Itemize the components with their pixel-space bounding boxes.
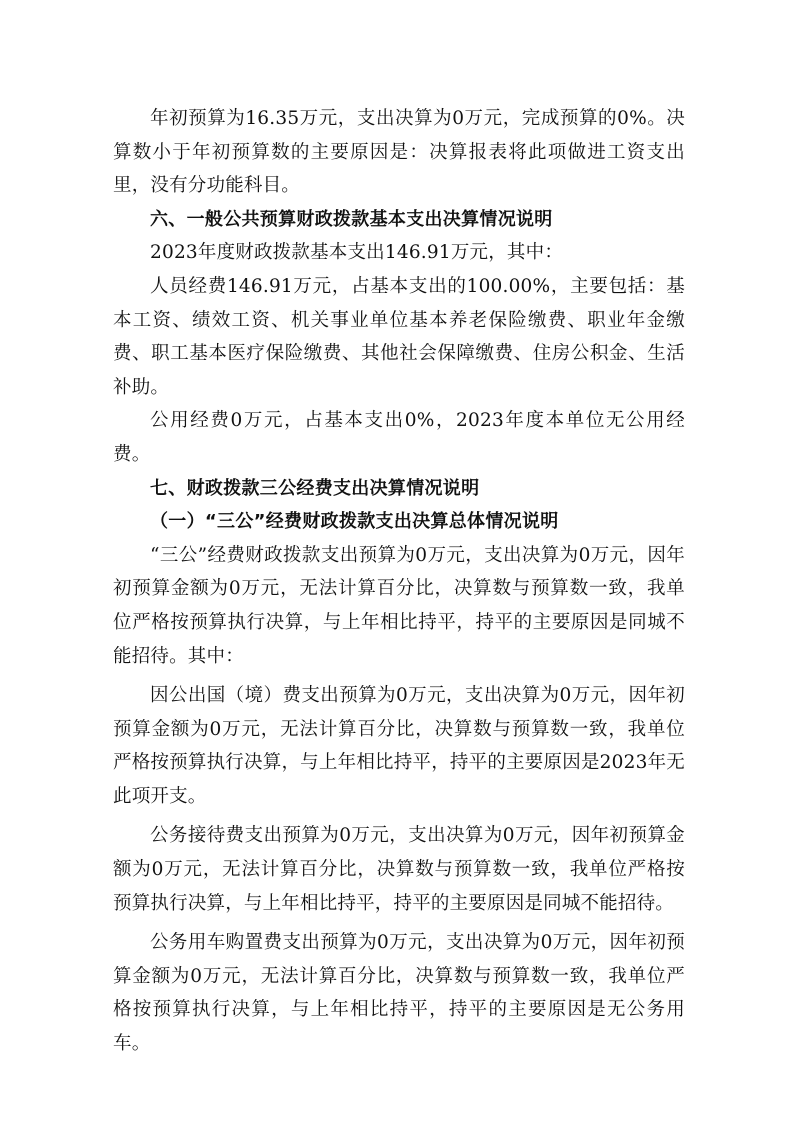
paragraph-vehicle-purchase: 公务用车购置费支出预算为0万元，支出决算为0万元，因年初预算金额为0万元，无法计算百分比，决算数与预算数一致，我单位严格按预算执行决算，与上年相比持平，持平的主要原因是无公务用车。 bbox=[113, 932, 685, 1055]
paragraph-three-public-overall: “三公”经费财政拨款支出预算为0万元，支出决算为0万元，因年初预算金额为0万元，无法计算百分比，决算数与预算数一致，我单位严格按预算执行决算，与上年相比持平，持平的主要原因是同城不能招待。其中： bbox=[113, 544, 685, 667]
paragraph-budget-note: 年初预算为16.35万元，支出决算为0万元，完成预算的0%。决算数小于年初预算数的主要原因是：决算报表将此项做进工资支出里，没有分功能科目。 bbox=[113, 108, 685, 197]
subsection-heading-1: （一）“三公”经费财政拨款支出决算总体情况说明 bbox=[150, 511, 559, 533]
paragraph-basic-expenditure: 2023年度财政拨款基本支出146.91万元，其中： bbox=[150, 242, 564, 264]
paragraph-reception: 公务接待费支出预算为0万元，支出决算为0万元，因年初预算金额为0万元，无法计算百分比，决算数与预算数一致，我单位严格按预算执行决算，与上年相比持平，持平的主要原因是同城不能招待。 bbox=[113, 825, 685, 914]
section-heading-6: 六、一般公共预算财政拨款基本支出决算情况说明 bbox=[150, 208, 553, 230]
section-heading-7: 七、财政拨款三公经费支出决算情况说明 bbox=[150, 477, 480, 499]
document-page bbox=[113, 102, 685, 1061]
paragraph-personnel-expense: 人员经费146.91万元，占基本支出的100.00%，主要包括：基本工资、绩效工资、机关事业单位基本养老保险缴费、职业年金缴费、职工基本医疗保险缴费、其他社会保障缴费、住房公积金、生活补助。 bbox=[113, 275, 685, 398]
paragraph-public-expense: 公用经费0万元，占基本支出0%，2023年度本单位无公用经费。 bbox=[113, 410, 685, 465]
paragraph-overseas-travel: 因公出国（境）费支出预算为0万元，支出决算为0万元，因年初预算金额为0万元，无法计算百分比，决算数与预算数一致，我单位严格按预算执行决算，与上年相比持平，持平的主要原因是2023年无此项开支。 bbox=[113, 685, 685, 807]
